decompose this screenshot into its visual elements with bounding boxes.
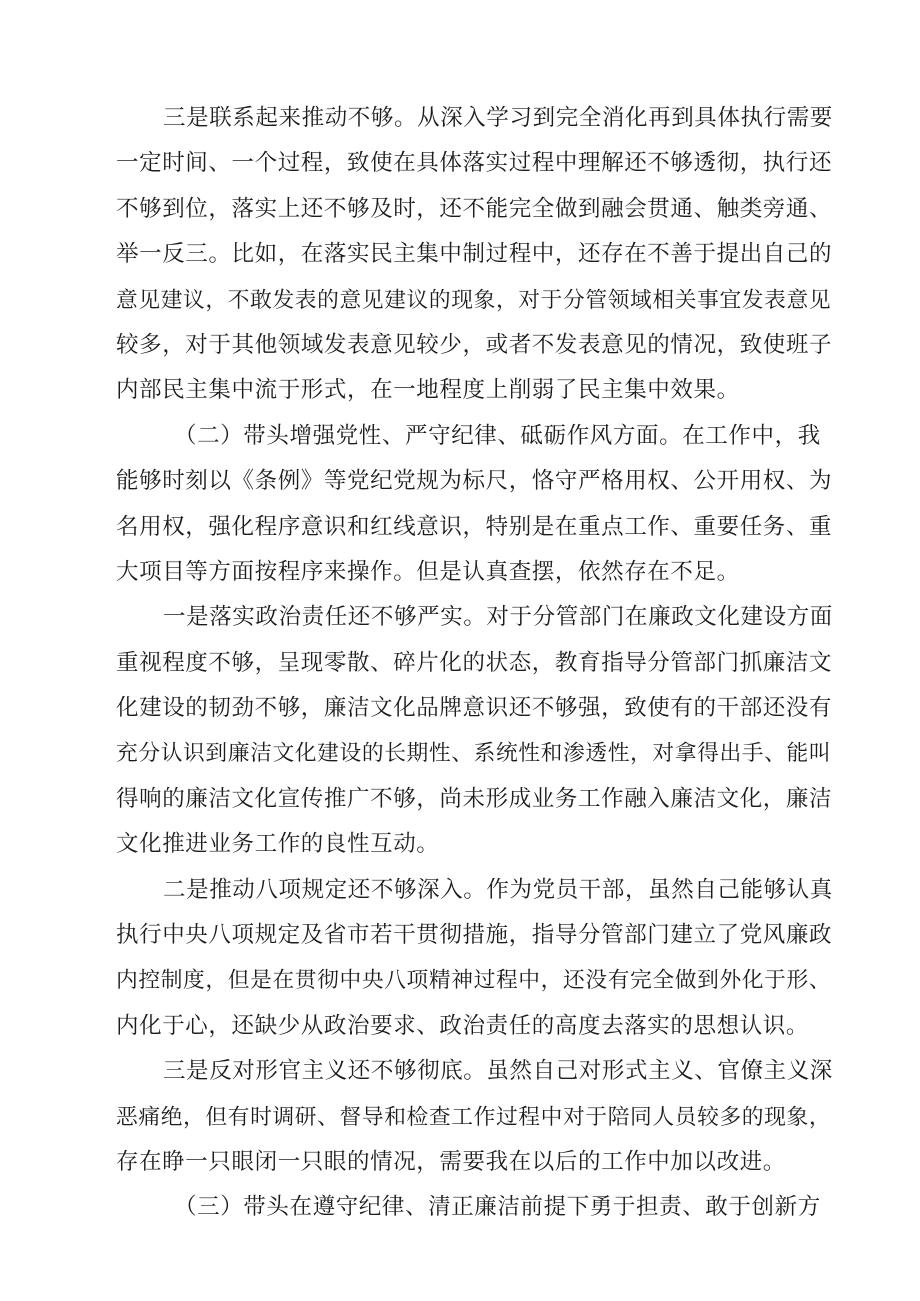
- paragraph-line: 充分认识到廉洁文化建设的长期性、系统性和渗透性，对拿得出手、能叫: [116, 741, 832, 767]
- paragraph-line: 不够到位，落实上还不够及时，还不能完全做到融会贯通、触类旁通、: [116, 195, 833, 222]
- paragraph-line: 得响的廉洁文化宣传推广不够，尚未形成业务工作融入廉洁文化，廉洁: [116, 785, 833, 812]
- paragraph-line: 能够时刻以《条例》等党纪党规为标尺，恪守严格用权、公开用权、为: [116, 468, 833, 495]
- paragraph-line: 二是推动八项规定还不够深入。作为党员干部，虽然自己能够认真: [163, 876, 833, 903]
- paragraph-line: 三是反对形官主义还不够彻底。虽然自己对形式主义、官僚主义深: [163, 1058, 833, 1085]
- paragraph-line: 一定时间、一个过程，致使在具体落实过程中理解还不够透彻，执行还: [116, 150, 833, 177]
- paragraph-line: 存在睁一只眼闭一只眼的情况，需要我在以后的工作中加以改进。: [116, 1148, 786, 1175]
- paragraph-line: 一是落实政治责任还不够严实。对于分管部门在廉政文化建设方面: [163, 604, 833, 631]
- paragraph-line: 意见建议，不敢发表的意见建议的现象，对于分管领域相关事宜发表意见: [116, 287, 832, 313]
- paragraph-line: 三是联系起来推动不够。从深入学习到完全消化再到具体执行需要: [163, 105, 833, 131]
- document-body: [116, 96, 836, 1231]
- paragraph-line: 化建设的韧劲不够，廉洁文化品牌意识还不够强，致使有的干部还没有: [116, 695, 833, 722]
- paragraph-line: 大项目等方面按程序来操作。但是认真查摆，依然存在不足。: [116, 558, 740, 585]
- paragraph-line: 文化推进业务工作的良性互动。: [116, 831, 440, 858]
- paragraph-line: 重视程度不够，呈现零散、碎片化的状态，教育指导分管部门抓廉洁文: [116, 649, 833, 676]
- paragraph-line: 执行中央八项规定及省市若干贯彻措施，指导分管部门建立了党风廉政: [116, 922, 833, 949]
- paragraph-line: 恶痛绝，但有时调研、督导和检查工作过程中对于陪同人员较多的现象，: [116, 1104, 832, 1130]
- section-heading-line: （三）带头在遵守纪律、清正廉洁前提下勇于担责、敢于创新方: [174, 1194, 821, 1221]
- paragraph-line: 名用权，强化程序意识和红线意识，特别是在重点工作、重要任务、重: [116, 513, 833, 540]
- paragraph-line: 较多，对于其他领域发表意见较少，或者不发表意见的情况，致使班子: [116, 331, 833, 358]
- paragraph-line: 内部民主集中流于形式，在一地程度上削弱了民主集中效果。: [116, 377, 740, 404]
- paragraph-line: 内控制度，但是在贯彻中央八项精神过程中，还没有完全做到外化于形、: [116, 968, 832, 994]
- paragraph-line: 内化于心，还缺少从政治要求、政治责任的高度去落实的思想认识。: [116, 1012, 810, 1039]
- section-heading-line: （二）带头增强党性、严守纪律、砥砺作风方面。在工作中，我: [174, 422, 821, 449]
- paragraph-line: 举一反三。比如，在落实民主集中制过程中，还存在不善于提出自己的: [116, 241, 833, 268]
